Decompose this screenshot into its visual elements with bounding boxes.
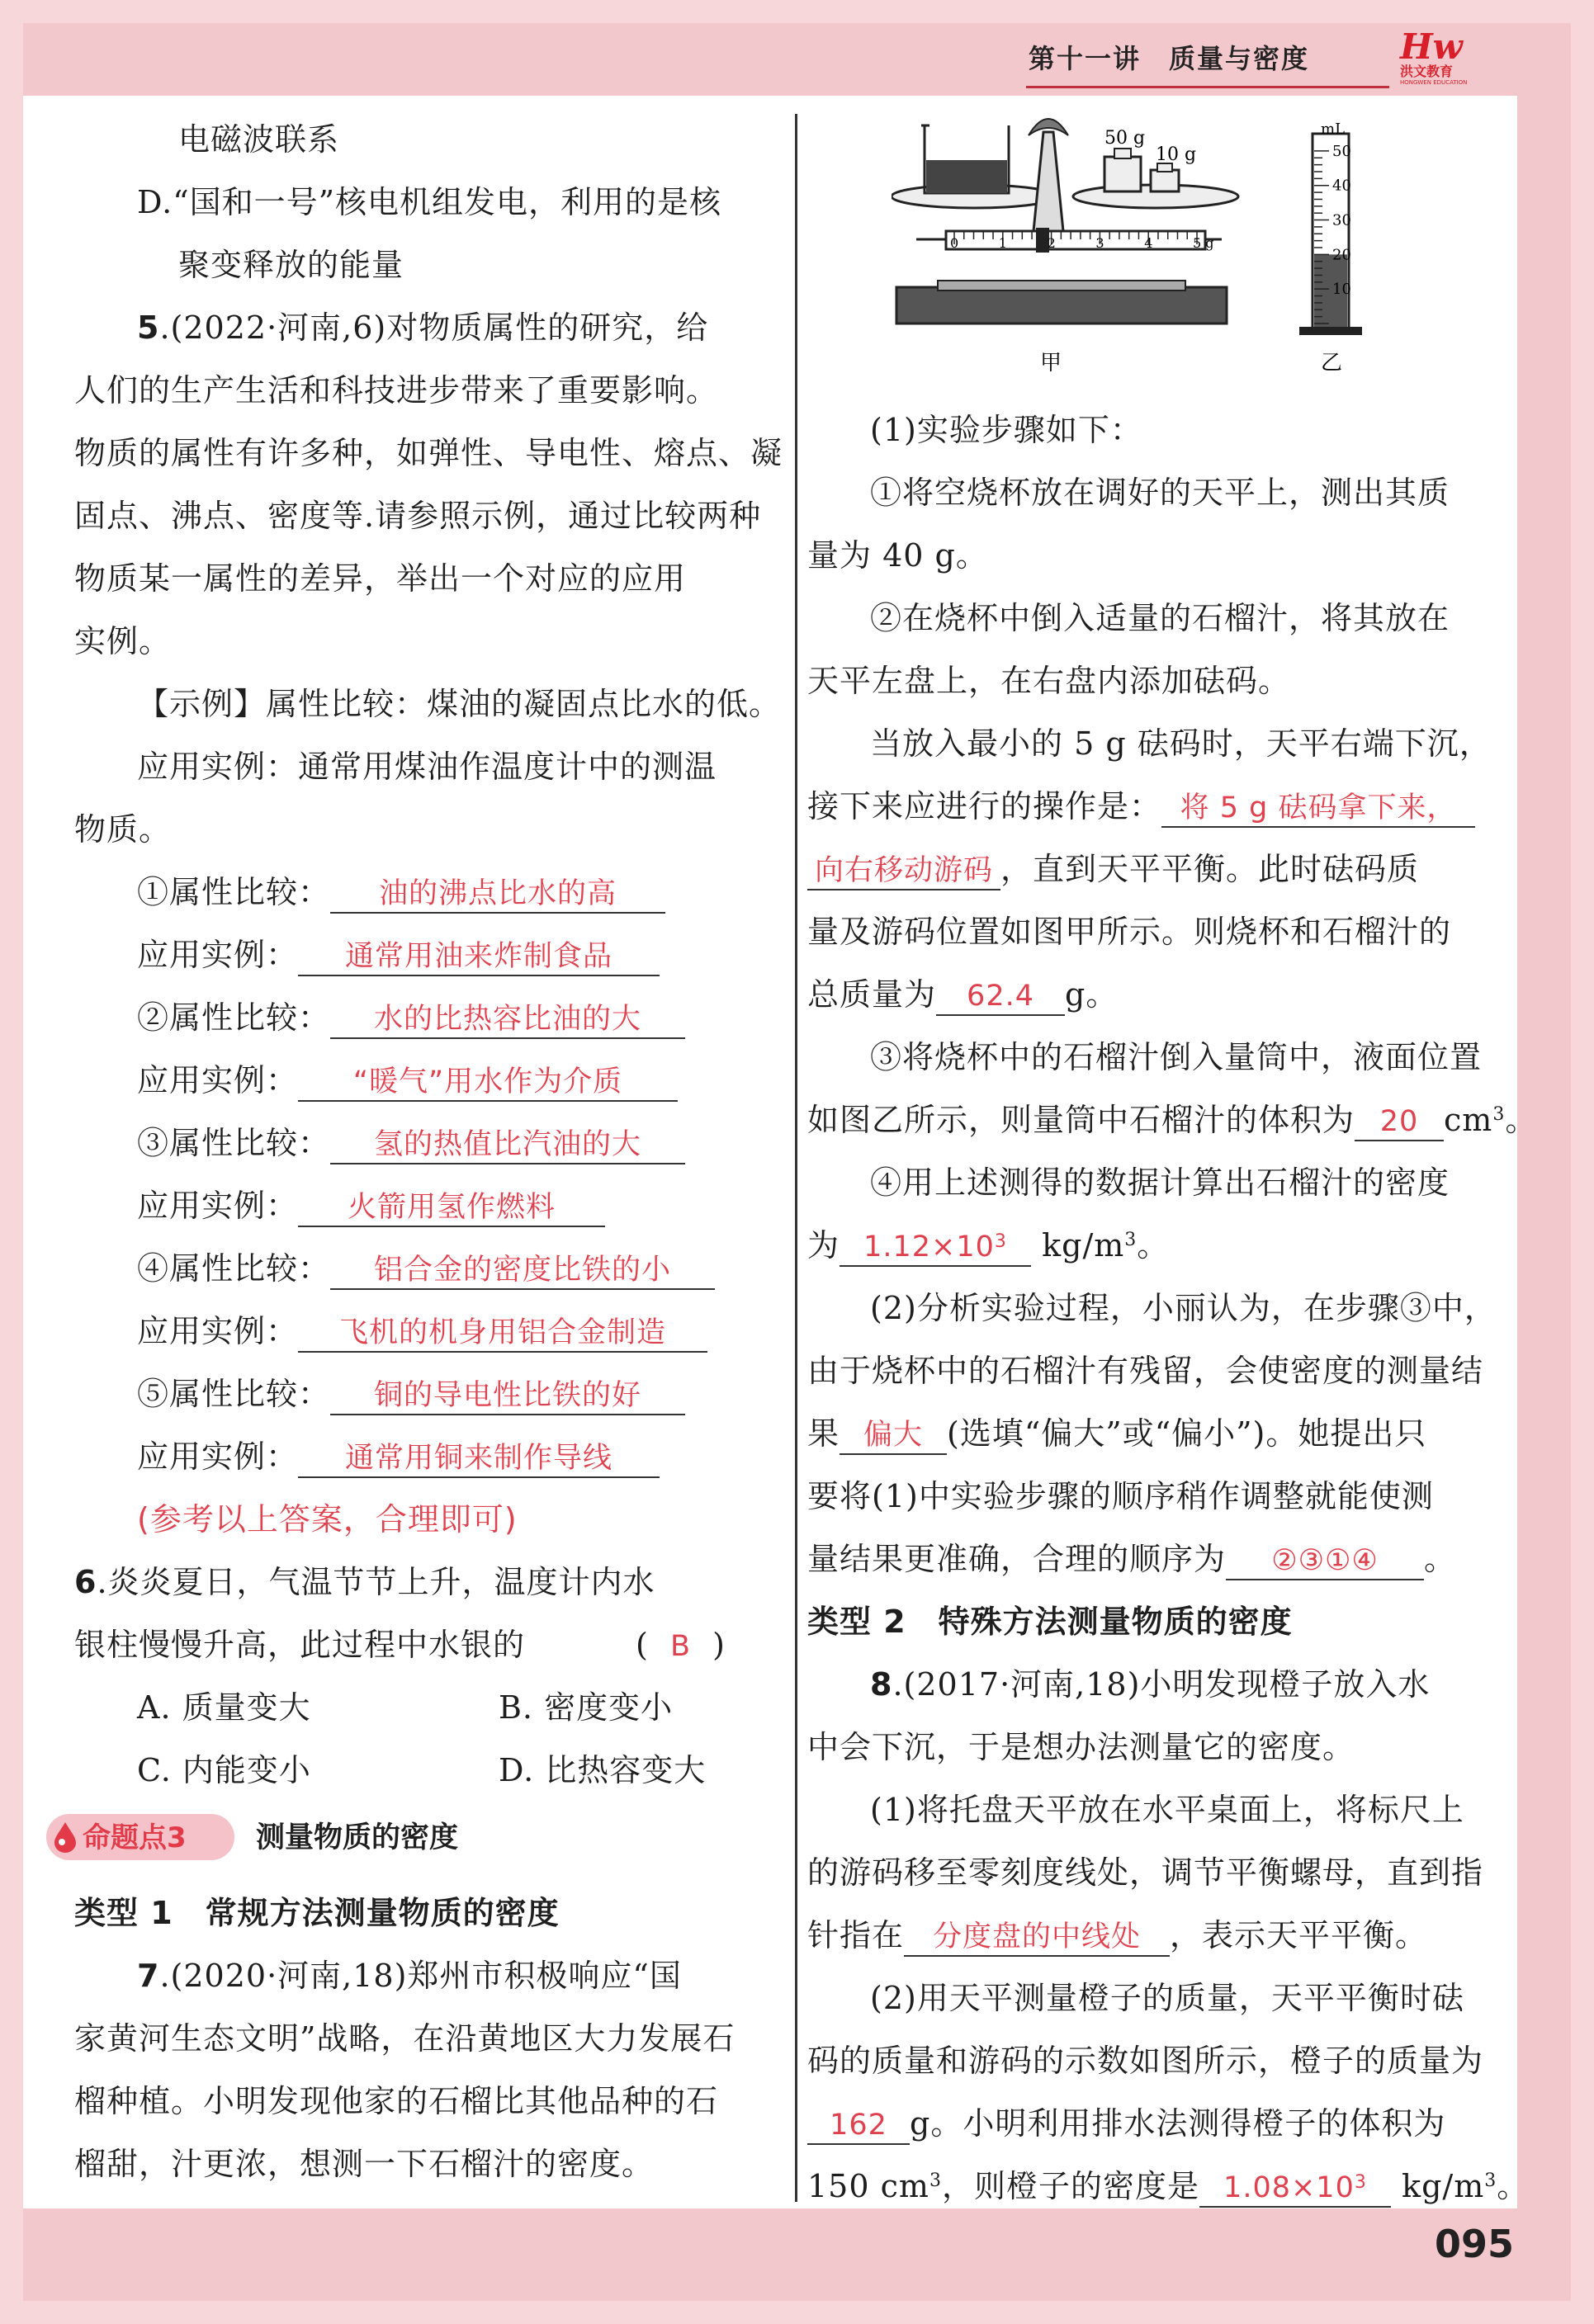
- sup-3e: 3: [1354, 2172, 1367, 2193]
- chapter-title: 第十一讲 质量与密度: [1029, 43, 1310, 74]
- weight-50g-label: 50 g: [1104, 128, 1146, 149]
- sup-3f: 3: [1484, 2170, 1497, 2191]
- example-line-1: 【示例】属性比较：煤油的凝固点比水的低。: [137, 686, 782, 722]
- sup-3a: 3: [1492, 1104, 1506, 1125]
- r-line-11: ③将烧杯中的石榴汁倒入量筒中，液面位置: [870, 1039, 1483, 1075]
- sup-3b: 3: [994, 1231, 1007, 1252]
- cylinder-unit: mL: [1321, 120, 1346, 138]
- pair2-property-label: ②属性比较：: [137, 999, 331, 1036]
- balance-figure: [892, 107, 1469, 388]
- pair3-property-answer: 氢的热值比汽油的大: [330, 1127, 685, 1164]
- q5-line-5: 物质某一属性的差异，举出一个对应的应用: [74, 560, 687, 597]
- orange-density-value: 1.08×10: [1223, 2171, 1355, 2204]
- r-line-17-text-2: (选填“偏大”或“偏小”)。她提出只: [947, 1415, 1427, 1452]
- q6-answer: B: [669, 1630, 691, 1663]
- column-divider: [795, 114, 797, 2202]
- r-line-07-text: 接下来应进行的操作是：: [807, 788, 1162, 824]
- pair4-application-label: 应用实例：: [137, 1313, 299, 1349]
- pair5-property: [137, 1374, 685, 1415]
- type1-heading: 类型 1 常规方法测量物质的密度: [74, 1895, 560, 1931]
- left-line-01: 电磁波联系: [178, 121, 340, 158]
- pair4-application: [137, 1311, 707, 1353]
- pair1-application-answer: 通常用油来炸制食品: [298, 938, 660, 976]
- pair4-property-answer: 铝合金的密度比铁的小: [330, 1252, 715, 1290]
- reference-note: (参考以上答案，合理即可): [137, 1501, 518, 1538]
- r-line-07: [807, 786, 1475, 828]
- pair4-property: [137, 1249, 715, 1290]
- r-line-19-end: 。: [1424, 1541, 1457, 1577]
- r-line-08: [807, 849, 1419, 890]
- r-line-04: ②在烧杯中倒入适量的石榴汁，将其放在: [870, 600, 1450, 636]
- cylinder-tick-label: 50: [1332, 142, 1351, 160]
- drop-icon: [51, 1821, 79, 1854]
- cylinder-tick-label: 30: [1332, 211, 1351, 229]
- r-line-10-unit: g。: [1065, 976, 1119, 1013]
- brand-mark: Hw: [1400, 26, 1463, 67]
- pair2-property-answer: 水的比热容比油的大: [330, 1001, 685, 1039]
- r-line-17: [807, 1414, 1426, 1455]
- topic-title: 测量物质的密度: [256, 1821, 459, 1854]
- rider-tick-label: 3: [1095, 235, 1104, 251]
- figure-label-b: 乙: [1321, 351, 1343, 376]
- pair4-property-label: ④属性比较：: [137, 1250, 331, 1287]
- cylinder-tick-label: 10: [1332, 281, 1351, 299]
- q7-line-2: 家黄河生态文明”战略，在沿黄地区大力发展石: [74, 2020, 736, 2057]
- rider-tick-label: 1: [998, 235, 1007, 251]
- balance-base: [896, 287, 1227, 324]
- beam-scale: [946, 231, 1205, 249]
- pair5-application-answer: 通常用铜来制作导线: [298, 1440, 660, 1478]
- q8-line-9: 150 $cm^3$，则橙子的密度是 $1.08\times 10^3$ $kg/m^3$。: [807, 2166, 1529, 2208]
- left-line-03: 聚变释放的能量: [178, 247, 404, 283]
- total-mass-answer: 62.4: [936, 978, 1065, 1016]
- juice-in-beaker: [926, 160, 1007, 193]
- pair2-application-label: 应用实例：: [137, 1062, 299, 1098]
- q6-number: 6: [74, 1564, 97, 1600]
- left-line-02: D.“国和一号”核电机组发电，利用的是核: [137, 184, 722, 220]
- pair2-property: [137, 998, 685, 1039]
- error-answer: 偏大: [840, 1417, 947, 1455]
- q6-text-1: .炎炎夏日，气温节节上升，温度计内水: [97, 1564, 655, 1600]
- pair5-property-answer: 铜的导电性比铁的好: [330, 1377, 685, 1415]
- q8-line-2: 中会下沉，于是想办法测量它的密度。: [807, 1729, 1355, 1765]
- orange-mass-answer: 162: [807, 2107, 910, 2145]
- q6-option-c: C. 内能变小: [137, 1752, 311, 1788]
- q7-text-1: .(2020·河南,18)郑州市积极响应“国: [159, 1958, 682, 1994]
- q6-option-a: A. 质量变大: [137, 1689, 311, 1726]
- q5-number: 5: [137, 309, 160, 346]
- q8-line-6: (2)用天平测量橙子的质量，天平平衡时砝: [870, 1980, 1464, 2016]
- rider-tick-label: 0: [950, 235, 959, 251]
- r-line-12-unit: cm: [1444, 1102, 1493, 1138]
- q8-line-1: [870, 1665, 1430, 1704]
- measuring-cylinder: [1299, 120, 1362, 335]
- r-line-05: 天平左盘上，在右盘内添加砝码。: [807, 663, 1291, 699]
- pointer-answer: 分度盘的中线处: [904, 1919, 1170, 1957]
- pair2-application-answer: “暖气”用水作为介质: [298, 1064, 678, 1102]
- sup-3d: 3: [929, 2170, 942, 2191]
- q5-line-3: 物质的属性有许多种，如弹性、导电性、熔点、凝: [74, 435, 783, 471]
- weight-10g: [1151, 170, 1179, 191]
- r-line-09: 量及游码位置如图甲所示。则烧杯和石榴汁的: [807, 914, 1452, 950]
- header-rule: [1026, 86, 1389, 88]
- r-line-06: 当放入最小的 5 g 砝码时，天平右端下沉，: [870, 725, 1492, 762]
- example-line-2: 应用实例：通常用煤油作温度计中的测温: [137, 749, 717, 785]
- rider-tick-label: 5 g: [1193, 235, 1214, 251]
- pair3-property-label: ③属性比较：: [137, 1125, 331, 1161]
- q8-line-9-unit: kg/m: [1402, 2168, 1485, 2204]
- q5-line-2: 人们的生产生活和科技进步带来了重要影响。: [74, 372, 719, 409]
- volume-answer: 20: [1355, 1103, 1444, 1141]
- q5-line-1: [137, 308, 708, 347]
- cylinder-tick-label: 40: [1332, 177, 1351, 195]
- q7-line-3: 榴种植。小明发现他家的石榴比其他品种的石: [74, 2083, 719, 2119]
- q5-line-6: 实例。: [74, 623, 172, 659]
- pair3-application-label: 应用实例：: [137, 1188, 299, 1224]
- weight-10g-label: 10 g: [1156, 144, 1197, 165]
- pair3-property: [137, 1123, 685, 1164]
- q5-line-4: 固点、沸点、密度等.请参照示例，通过比较两种: [74, 498, 762, 534]
- pair3-application: [137, 1186, 605, 1227]
- q8-line-9-text-2: ，则橙子的密度是: [941, 2168, 1199, 2204]
- r-line-17-text: 果: [807, 1415, 840, 1452]
- order-answer: ②③①④: [1226, 1542, 1424, 1580]
- q8-line-5-end: ，表示天平平衡。: [1170, 1917, 1428, 1953]
- q8-line-5: [807, 1915, 1427, 1957]
- r-line-14-text: 为: [807, 1227, 840, 1264]
- q8-line-3: (1)将托盘天平放在水平桌面上，将标尺上: [870, 1792, 1464, 1828]
- pair4-application-answer: 飞机的机身用铝合金制造: [298, 1315, 707, 1353]
- r-line-15: (2)分析实验过程，小丽认为，在步骤③中，: [870, 1290, 1497, 1326]
- pair1-property-answer: 油的沸点比水的高: [330, 876, 665, 914]
- rider-tick-label: 2: [1047, 235, 1056, 251]
- q8-line-7: 码的质量和游码的示数如图所示，橙子的质量为: [807, 2043, 1484, 2079]
- q6-line-1: [74, 1562, 655, 1602]
- brand-sub: HONGWEN EDUCATION: [1400, 79, 1468, 86]
- q6-option-b: B. 密度变小: [499, 1689, 674, 1726]
- density-answer-value: 1.12×10: [863, 1230, 995, 1264]
- side-band: [1517, 96, 1571, 2208]
- header-band: [23, 23, 1571, 96]
- r-line-02: ①将空烧杯放在调好的天平上，测出其质: [870, 475, 1450, 511]
- cylinder-tick-label: 20: [1332, 246, 1351, 264]
- q8-line-5-text: 针指在: [807, 1917, 905, 1953]
- q7-line-4: 榴甜，汁更浓，想测一下石榴汁的密度。: [74, 2146, 655, 2182]
- r-line-19-text: 量结果更准确，合理的顺序为: [807, 1541, 1227, 1577]
- page-number: 095: [1435, 2222, 1515, 2266]
- example-line-3: 物质。: [74, 811, 172, 848]
- r-line-12-text: 如图乙所示，则量筒中石榴汁的体积为: [807, 1102, 1355, 1138]
- brand-name: 洪文教育: [1400, 64, 1454, 79]
- r-line-16: 由于烧杯中的石榴汁有残留，会使密度的测量结: [807, 1353, 1484, 1389]
- q5-source: .(2022·河南,6)对物质属性的研究，给: [159, 309, 709, 346]
- operation-answer-2: 向右移动游码: [807, 853, 1000, 890]
- r-line-10-text: 总质量为: [807, 976, 937, 1013]
- rider-tick-label: 4: [1144, 235, 1153, 251]
- pair1-application-label: 应用实例：: [137, 937, 299, 973]
- q8-line-8: [807, 2104, 1445, 2145]
- pair1-property: [137, 872, 665, 914]
- pair5-application-label: 应用实例：: [137, 1438, 299, 1475]
- footer-band: [23, 2208, 1571, 2301]
- figure-label-a: 甲: [1040, 351, 1062, 376]
- q6-option-d: D. 比热容变大: [499, 1752, 707, 1788]
- r-line-01: (1)实验步骤如下：: [870, 412, 1142, 448]
- r-line-18: 要将(1)中实验步骤的顺序稍作调整就能使测: [807, 1478, 1434, 1514]
- density-answer: [840, 1229, 1031, 1267]
- r-line-19: [807, 1539, 1456, 1580]
- r-line-13: ④用上述测得的数据计算出石榴汁的密度: [870, 1164, 1450, 1201]
- q8-line-4: 的游码移至零刻度线处，调节平衡螺母，直到指: [807, 1854, 1484, 1891]
- q6-answer-bracket: ( B ): [636, 1627, 726, 1663]
- type2-heading: 类型 2 特殊方法测量物质的密度: [807, 1604, 1293, 1640]
- r-line-03: 量为 40 g。: [807, 537, 988, 574]
- r-line-10: [807, 975, 1118, 1016]
- sup-3c: 3: [1124, 1230, 1138, 1250]
- q6-line-2: 银柱慢慢升高，此过程中水银的: [74, 1627, 526, 1663]
- operation-answer-1: 将 5 g 砝码拿下来，: [1161, 790, 1475, 828]
- r-line-08-text: ，直到天平平衡。此时砝码质: [1000, 851, 1420, 887]
- q8-line-9-text: 150 cm: [807, 2168, 929, 2204]
- topic-badge-label: 命题点3: [83, 1821, 187, 1854]
- q8-number: 8: [870, 1666, 893, 1703]
- r-line-14: 为 $1.12\times 10^3$ $kg/m^3$。: [807, 1226, 1169, 1267]
- pair1-application: [137, 935, 660, 976]
- pair5-application: [137, 1437, 660, 1478]
- q8-text-1: .(2017·河南,18)小明发现橙子放入水: [892, 1666, 1431, 1703]
- pair3-application-answer: 火箭用氢作燃料: [298, 1189, 605, 1227]
- q7-line-1: [137, 1956, 682, 1996]
- orange-density-answer: [1199, 2170, 1391, 2208]
- q8-line-8-text: g。小明利用排水法测得橙子的体积为: [910, 2105, 1446, 2142]
- brand-logo: [1400, 26, 1488, 89]
- pair2-application: [137, 1060, 678, 1102]
- pair1-property-label: ①属性比较：: [137, 874, 331, 910]
- pair5-property-label: ⑤属性比较：: [137, 1376, 331, 1412]
- weight-50g: [1104, 157, 1141, 191]
- q7-number: 7: [137, 1958, 160, 1994]
- r-line-14-unit: kg/m: [1042, 1227, 1125, 1264]
- r-line-12: 如图乙所示，则量筒中石榴汁的体积为 20 $cm^3$。: [807, 1100, 1537, 1141]
